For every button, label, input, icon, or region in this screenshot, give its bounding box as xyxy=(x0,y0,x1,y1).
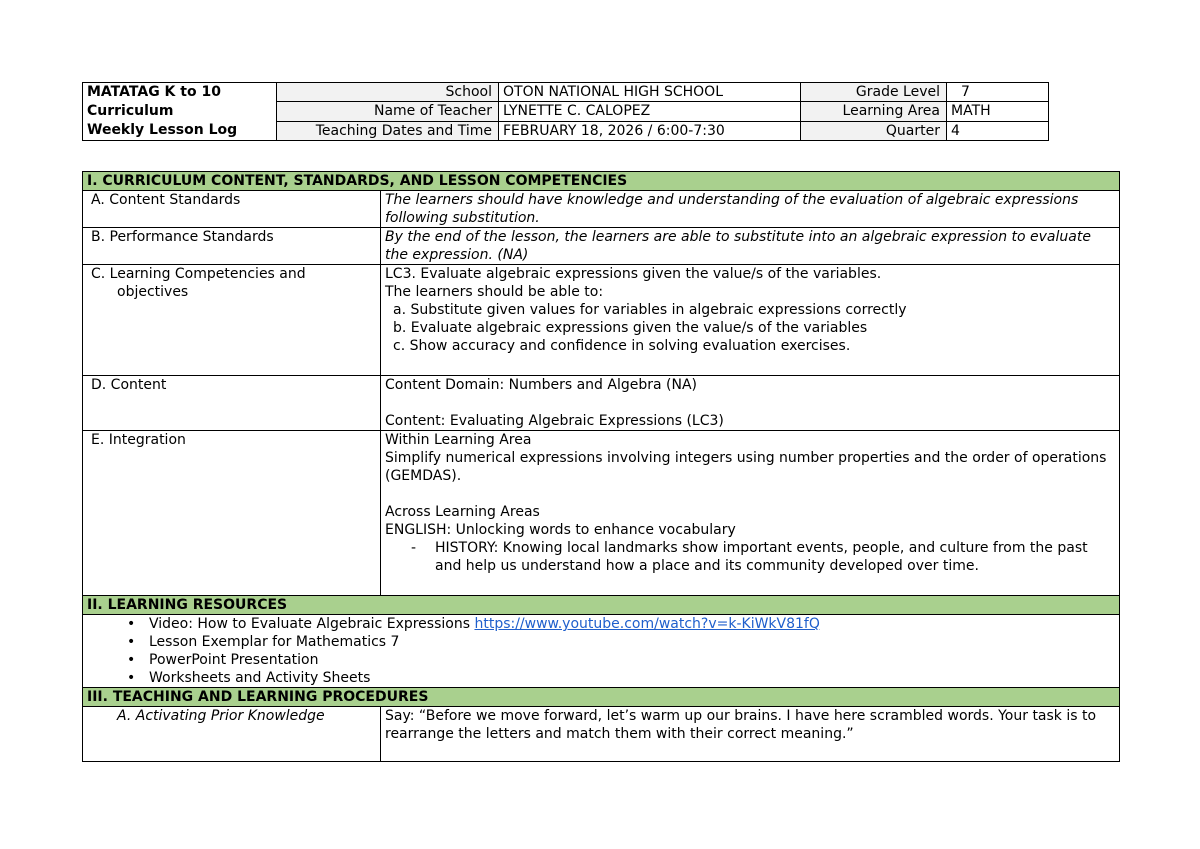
competency-intro: The learners should be able to: xyxy=(385,284,604,300)
section-3-title: III. TEACHING AND LEARNING PROCEDURES xyxy=(83,688,1120,707)
dash-bullet: - xyxy=(411,540,417,556)
objective-a: a. Substitute given values for variables in algebraic expressions correctly xyxy=(393,302,907,318)
resources-cell xyxy=(83,615,1120,688)
competencies-cell xyxy=(381,265,1120,376)
title-line-3: Weekly Lesson Log xyxy=(87,122,238,138)
dates-value: FEBRUARY 18, 2026 / 6:00-7:30 xyxy=(499,121,801,140)
within-area-text: Simplify numerical expressions involving integers using number properties and the order of operations (GEMDAS). xyxy=(385,450,1107,484)
resource-item: • PowerPoint Presentation xyxy=(127,651,1115,669)
video-link[interactable]: https://www.youtube.com/watch?v=k-KiWkV81fQ xyxy=(474,616,820,632)
content-standards-label: A. Content Standards xyxy=(83,191,381,228)
teacher-label: Name of Teacher xyxy=(277,102,499,121)
content-standards-text: The learners should have knowledge and understanding of the evaluation of algebraic expressions following substitution. xyxy=(381,191,1120,228)
title-line-2: Curriculum xyxy=(87,103,174,119)
content-cell xyxy=(381,376,1120,431)
lesson-table xyxy=(82,171,1120,762)
resource-item: • Lesson Exemplar for Mathematics 7 xyxy=(127,633,1115,651)
history-integration-text: HISTORY: Knowing local landmarks show important events, people, and culture from the past and help us understand how a place and its community developed over time. xyxy=(435,540,1088,574)
grade-label: Grade Level xyxy=(801,83,947,102)
history-integration xyxy=(385,539,1115,575)
quarter-label: Quarter xyxy=(801,121,947,140)
dates-label: Teaching Dates and Time xyxy=(277,121,499,140)
resource-item: • Worksheets and Activity Sheets xyxy=(127,669,1115,687)
competencies-label-text: C. Learning Competencies and objectives xyxy=(91,266,306,300)
objective-b: b. Evaluate algebraic expressions given the value/s of the variables xyxy=(393,320,868,336)
quarter-value: 4 xyxy=(947,121,1049,140)
objective-c: c. Show accuracy and confidence in solving evaluation exercises. xyxy=(393,338,851,354)
teacher-value: LYNETTE C. CALOPEZ xyxy=(499,102,801,121)
competencies-label xyxy=(83,265,381,376)
content-topic: Content: Evaluating Algebraic Expressions (LC3) xyxy=(385,413,724,429)
content-domain: Content Domain: Numbers and Algebra (NA) xyxy=(385,377,698,393)
performance-standards-label: B. Performance Standards xyxy=(83,228,381,265)
within-area-heading: Within Learning Area xyxy=(385,432,532,448)
prior-knowledge-label-text: A. Activating Prior Knowledge xyxy=(117,708,325,724)
grade-value: 7 xyxy=(947,83,1049,102)
prior-knowledge-text: Say: “Before we move forward, let’s warm up our brains. I have here scrambled words. Your task is to rearrange the letters and match them with their correct meaning.” xyxy=(381,707,1120,762)
content-label: D. Content xyxy=(83,376,381,431)
prior-knowledge-label xyxy=(83,707,381,762)
integration-label: E. Integration xyxy=(83,431,381,596)
resource-item xyxy=(127,615,1115,633)
lesson-log-title xyxy=(83,83,277,141)
integration-cell xyxy=(381,431,1120,596)
header-table xyxy=(82,82,1049,141)
competency-lc3: LC3. Evaluate algebraic expressions given the value/s of the variables. xyxy=(385,266,882,282)
section-2-title: II. LEARNING RESOURCES xyxy=(83,596,1120,615)
resources-list xyxy=(87,615,1115,687)
english-integration: ENGLISH: Unlocking words to enhance vocabulary xyxy=(385,522,736,538)
school-label: School xyxy=(277,83,499,102)
area-value: MATH xyxy=(947,102,1049,121)
performance-standards-text: By the end of the lesson, the learners are able to substitute into an algebraic expression to evaluate the expression. (NA) xyxy=(381,228,1120,265)
video-resource-text: Video: How to Evaluate Algebraic Expressions xyxy=(149,616,475,632)
section-1-title: I. CURRICULUM CONTENT, STANDARDS, AND LESSON COMPETENCIES xyxy=(83,172,1120,191)
school-value: OTON NATIONAL HIGH SCHOOL xyxy=(499,83,801,102)
area-label: Learning Area xyxy=(801,102,947,121)
across-areas-heading: Across Learning Areas xyxy=(385,504,540,520)
title-line-1: MATATAG K to 10 xyxy=(87,84,221,100)
